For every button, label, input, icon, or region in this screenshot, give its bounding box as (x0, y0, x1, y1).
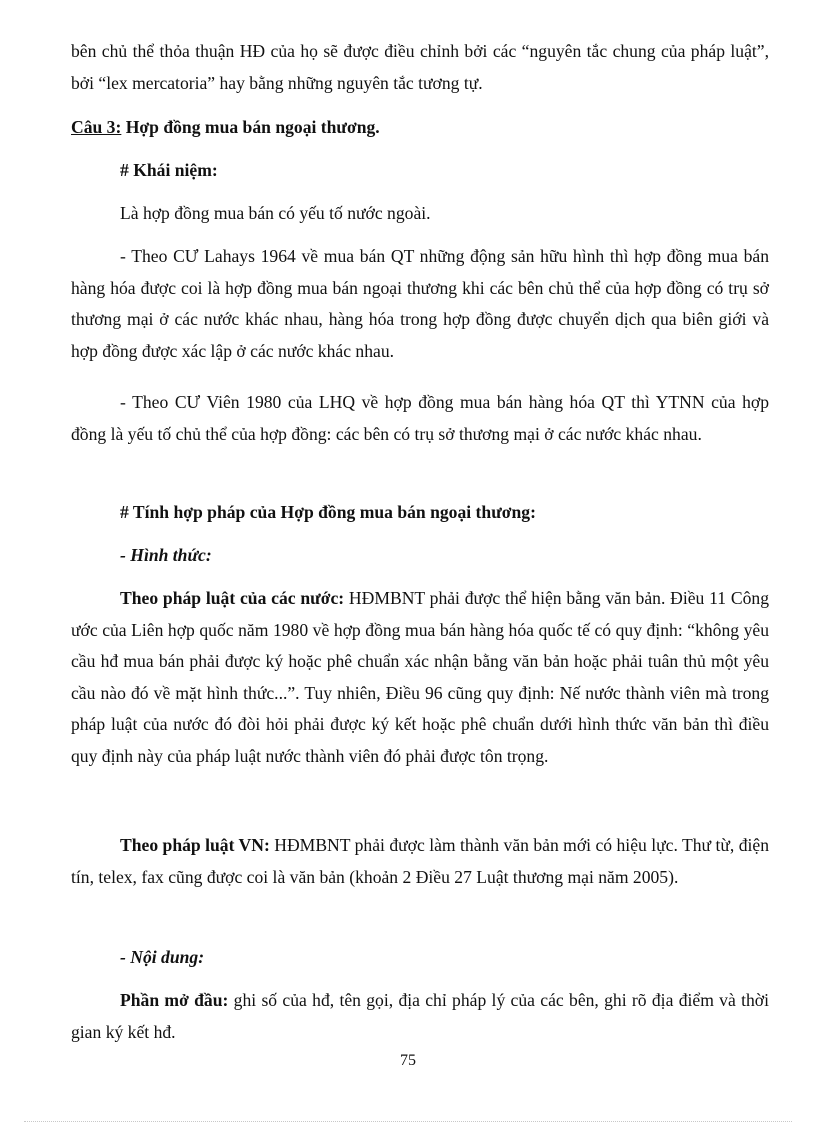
subheading-concept (71, 155, 769, 187)
paragraph-text: - Theo CƯ Viên 1980 của LHQ về hợp đồng mua bán hàng hóa QT thì YTNN của hợp đồng là yếu tố chủ thể của hợp đồng: các bên có trụ sở thương mại ở các nước khác nhau. (71, 392, 769, 444)
subheading-legality (71, 497, 769, 529)
section-heading (71, 112, 769, 144)
paragraph-foreign-law (71, 583, 769, 772)
paragraph-vienna-convention (71, 387, 769, 450)
paragraph-label: Theo pháp luật VN: (120, 835, 270, 855)
subheading-text: - Hình thức: (120, 545, 212, 565)
paragraph-hague-convention (71, 241, 769, 367)
paragraph-label: Theo pháp luật của các nước: (120, 588, 345, 608)
paragraph-text: ghi số của hđ, tên gọi, địa chỉ pháp lý của các bên, ghi rõ địa điểm và thời gian ký kết hđ. (71, 990, 769, 1042)
paragraph-text: bên chủ thể thỏa thuận HĐ của họ sẽ được điều chỉnh bởi các “nguyên tắc chung của pháp luật”, bởi “lex mercatoria” hay bằng những nguyên tắc tương tự. (71, 41, 769, 93)
paragraph-opening-part (71, 985, 769, 1048)
paragraph-text: HĐMBNT phải được thể hiện bằng văn bản. Điều 11 Công ước của Liên hợp quốc năm 1980 về hợp đồng mua bán hàng hóa quốc tế có quy định: “không yêu cầu hđ mua bán phải được ký hoặc phê chuẩn xác nhận bằng văn bản hoặc phải tuân thủ một yêu cầu nào đó về mặt hình thức...”. Tuy nhiên, Điều 96 cũng quy định: Nế nước thành viên mà trong pháp luật của nước đó đòi hỏi phải được ký kết hoặc phê chuẩn dưới hình thức văn bản thì điều quy định này của pháp luật nước thành viên đó phải được tôn trọng. (71, 588, 769, 766)
paragraph-continuation (71, 36, 769, 99)
subheading-form (71, 540, 769, 572)
paragraph-text: HĐMBNT phải được làm thành văn bản mới có hiệu lực. Thư từ, điện tín, telex, fax cũng được coi là văn bản (khoản 2 Điều 27 Luật thương mại năm 2005). (71, 835, 769, 887)
paragraph-definition (71, 198, 769, 230)
subheading-text: # Tính hợp pháp của Hợp đồng mua bán ngoại thương: (120, 502, 536, 522)
section-number: Câu 3: (71, 117, 122, 137)
subheading-text: - Nội dung: (120, 947, 205, 967)
page-number: 75 (400, 1052, 416, 1069)
section-title: Hợp đồng mua bán ngoại thương. (121, 117, 380, 137)
paragraph-text: - Theo CƯ Lahays 1964 về mua bán QT những động sản hữu hình thì hợp đồng mua bán hàng hóa được coi là hợp đồng mua bán ngoại thương khi các bên chủ thể của hợp đồng có trụ sở thương mại ở các nước khác nhau, hàng hóa trong hợp đồng được chuyển dịch qua biên giới và hợp đồng được xác lập ở các nước khác nhau. (71, 246, 769, 361)
subheading-text: # Khái niệm: (120, 160, 218, 180)
paragraph-vietnam-law (71, 830, 769, 893)
page-bottom-divider (24, 1121, 792, 1122)
paragraph-text: Là hợp đồng mua bán có yếu tố nước ngoài. (120, 203, 431, 223)
subheading-content (71, 942, 769, 974)
paragraph-label: Phần mở đầu: (120, 990, 229, 1010)
